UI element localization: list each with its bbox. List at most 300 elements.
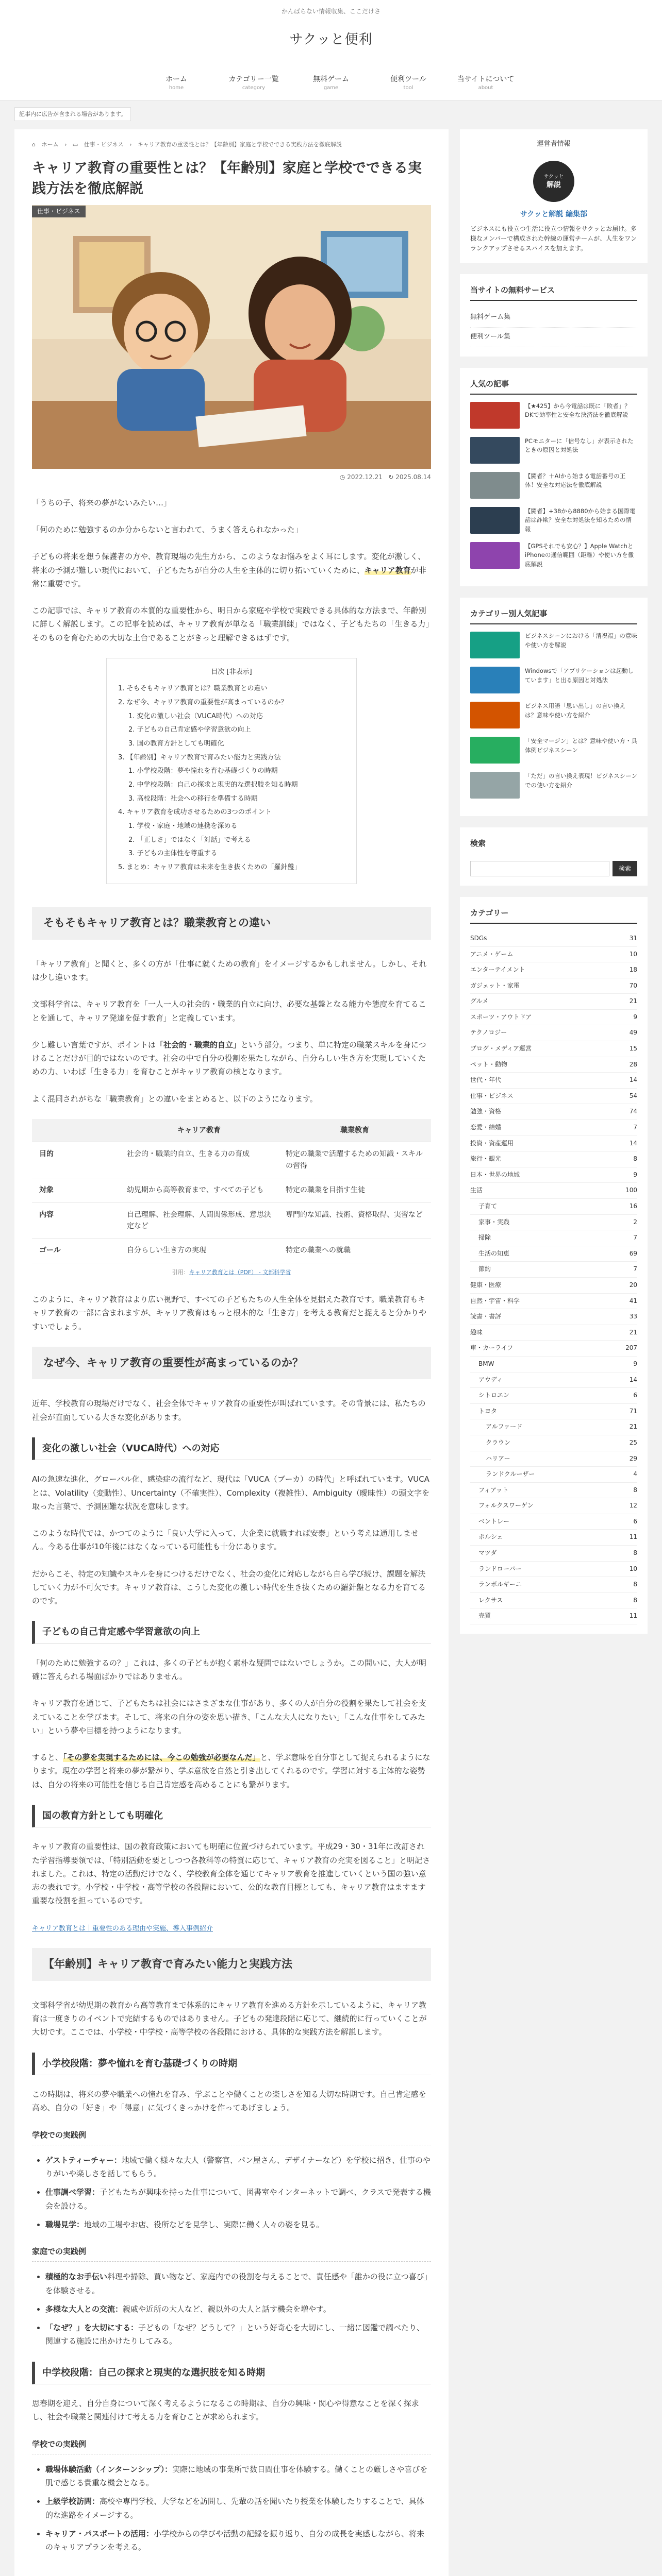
category-count: 21 [629,997,637,1005]
nav-sublabel: category [242,85,266,91]
ad-notice: 記事内に広告が含まれる場合があります。 [14,107,131,121]
category-name: ランドローバー [478,1565,522,1572]
toc-item[interactable]: 5. まとめ：キャリア教育は未来を生き抜くための「羅針盤」 [118,863,301,871]
ranking-item[interactable] [470,702,637,728]
ranking-item[interactable] [470,472,637,499]
category-count: 2 [633,1218,637,1226]
posted-icon: ◷ [339,473,345,481]
minor-heading: 学校での実践例 [32,2128,431,2145]
ranking-title: Windowsで「アプリケーションは起動しています」と出る原因と対処法 [525,667,634,684]
category-item[interactable] [470,1215,637,1231]
nav-sublabel: about [478,85,493,91]
category-name: 仕事・ビジネス [470,1092,514,1099]
toc-item[interactable]: 3. 【年齢別】キャリア教育で育みたい能力と実践方法 [118,753,281,761]
category-name: マツダ [478,1549,497,1557]
list-item-label: ゲストティーチャー： [45,2155,122,2165]
category-name: トヨタ [478,1407,498,1415]
category-name: アウディ [478,1376,503,1383]
category-count: 207 [625,1344,637,1352]
table-header [32,1119,120,1142]
ranking-title: 【GPSそれでも安心？】Apple Watchと iPhoneの通信範囲（距離）や使い方を徹底解説 [525,543,634,568]
category-count: 18 [629,966,637,974]
table-cell: 内容 [32,1202,120,1239]
paragraph: 文部科学省は、キャリア教育を「一人一人の社会的・職業的自立に向け、必要な基盤となる能力や態度を育てることを通して、キャリア発達を促す教育」と定義しています。 [32,999,426,1023]
category-name: ベントレー [478,1517,510,1525]
categories-title: カテゴリー [470,906,637,924]
category-item[interactable] [470,1419,637,1435]
category-name: レクサス [478,1596,503,1604]
admin-title: 運営者情報 [537,140,571,148]
toc-item[interactable]: 3. 子どもの主体性を尊重する [128,850,218,858]
nav-label: 無料ゲーム [313,75,349,83]
category-count: 100 [625,1187,637,1194]
ranking-title: 「ただ」の言い換え表現！ビジネスシーンでの使い方を紹介 [525,772,637,789]
services-title: 当サイトの無料サービス [470,283,637,301]
nav-item-home[interactable] [138,70,215,100]
category-item[interactable] [470,1357,637,1372]
category-count: 20 [629,1281,637,1289]
ranking-item[interactable] [470,542,637,569]
category-item[interactable] [470,1483,637,1499]
ranking-item[interactable] [470,667,637,693]
category-name: スポーツ・アウトドア [470,1013,532,1021]
category-item[interactable] [470,1199,637,1215]
category-item[interactable] [470,1593,637,1609]
ranking-item[interactable] [470,402,637,429]
category-item[interactable] [470,1325,637,1341]
category-item[interactable] [470,1498,637,1514]
category-count: 7 [633,1265,637,1273]
category-count: 12 [629,1502,637,1510]
category-name: ガジェット・家電 [470,981,520,989]
category-name: BMW [478,1360,494,1367]
ranking-title: PCモニターに「信号なし」が表示されたときの原因と対処法 [525,437,634,454]
category-item[interactable] [470,1514,637,1530]
global-nav [0,70,662,101]
category-item[interactable] [470,1183,637,1199]
posted-date: 2022.12.21 [347,473,383,481]
comparison-table [32,1119,431,1263]
category-name: ペット・動物 [470,1060,508,1068]
list-item [45,2463,431,2490]
list-item [45,2302,431,2316]
table-cell: 幼児期から高等教育まで、すべての子ども [120,1178,278,1202]
subheading: 国の教育方針としても明確化 [32,1805,431,1828]
ranking-thumbnail [470,507,520,534]
category-item[interactable] [470,1120,637,1136]
category-item[interactable] [470,1294,637,1310]
list-item-text: 子どもの「なぜ？どうして？」という好奇心を大切にし、一緒に図鑑で調べたり、関連する施設に出かけたりしてみる。 [45,2323,425,2346]
category-name: 恋愛・結婚 [470,1124,502,1131]
service-link[interactable]: 無料ゲーム集 [470,308,637,328]
paragraph: AIの急速な進化、グローバル化、感染症の流行など、現代は「VUCA（ブーカ）の時代」と呼ばれています。VUCAとは、Volatility（変動性）、Uncertainty（不確実性）、Complexity（複雑性）、Ambiguity（曖昧性）の頭文字を取った言葉で、予測困難な状況を意味します。 [32,1475,430,1511]
paragraph: だからこそ、特定の知識やスキルを身につけるだけでなく、社会の変化に対応しながら自ら学び続け、課題を解決していく力が不可欠です。キャリア教育は、こうした変化の激しい時代を生き抜くための羅針盤となる力を育てるのです。 [32,1569,426,1606]
ranking-thumbnail [470,702,520,728]
nav-label: 便利ツール [390,75,426,83]
nav-label: カテゴリー一覧 [228,75,279,83]
paragraph: 「キャリア教育」と聞くと、多くの方が「仕事に就くための教育」をイメージするかもしれません。しかし、それは少し違います。 [32,959,427,982]
category-count: 9 [633,1171,637,1178]
category-name: シトロエン [478,1392,510,1399]
section-heading-2: なぜ今、キャリア教育の重要性が高まっているのか？ [32,1347,431,1380]
category-count: 11 [629,1533,637,1541]
site-tagline: かんばらない情報収集、ここだけさ [0,0,662,19]
subheading: 小学校段階：夢や憧れを育む基礎づくりの時期 [32,2053,431,2076]
paragraph: 「何のために勉強するの？」これは、多くの子どもが抱く素朴な疑問ではないでしょうか。この問いに、大人が明確に答えられる場面ばかりではありません。 [32,1658,427,1682]
ranking-title: 「安全マージン」とは？意味や使い方・具体例ビジネスシーン [525,737,637,754]
breadcrumb-current: キャリア教育の重要性とは？【年齢別】家庭と学校でできる実践方法を徹底解説 [137,141,342,148]
intro-line-1: 「うちの子、将来の夢がないみたい…」 [32,498,172,507]
category-count: 16 [629,1202,637,1210]
category-item[interactable] [470,1577,637,1593]
category-item[interactable] [470,962,637,978]
list-item-text: 子どもたちが興味を持った仕事について、図書室やインターネットで調べ、クラスで発表する機会を設ける。 [45,2188,431,2211]
category-count: 10 [629,950,637,958]
paragraph: よく混同されがちな「職業教育」との違いをまとめると、以下のようになります。 [32,1094,318,1104]
category-count: 33 [629,1313,637,1320]
category-item[interactable] [470,1230,637,1246]
article-main [14,129,449,2576]
table-cell: 自己理解、社会理解、人間関係形成、意思決定など [120,1202,278,1239]
table-row [32,1202,431,1239]
category-name: 趣味 [470,1328,483,1336]
list-item-text: 小学校からの学びや活動の記録を振り返り、自分の成長を実感しながら、将来のキャリアプランを考える。 [45,2529,425,2552]
paragraph: この時期は、将来の夢や職業への憧れを育み、学ぶことや働くことの楽しさを知る大切な時期です。自己肯定感を高め、自分の「好き」や「得意」に気づくきっかけを作ってあげましょう。 [32,2090,426,2113]
category-count: 6 [633,1392,637,1399]
ranking-thumbnail [470,667,520,693]
category-count: 14 [629,1076,637,1084]
category-name: 読書・書評 [470,1313,502,1320]
category-count: 4 [633,1470,637,1478]
list-item-label: 上級学校訪問： [45,2497,100,2506]
list-item-label: キャリア・パスポートの活用： [45,2529,154,2538]
toc-item[interactable]: 2. なぜ今、キャリア教育の重要性が高まっているのか？ [118,699,288,707]
category-item[interactable] [470,1041,637,1057]
category-name: 健康・医療 [470,1281,502,1289]
list-item-text: 実際に地域の事業所で数日間仕事を体験する。働くことの厳しさや喜びを肌で感じる貴重な機会となる。 [45,2464,428,2488]
category-item[interactable] [470,1388,637,1404]
ranking-thumbnail [470,402,520,429]
category-item[interactable] [470,1341,637,1357]
related-link[interactable]: キャリア教育とは｜重要性のある理由や実施、導入事例紹介 [32,1924,213,1933]
category-name: 車・カーライフ [470,1344,514,1352]
table-cell: 専門的な知識、技術、資格取得、実習など [278,1202,431,1239]
category-item[interactable] [470,1262,637,1278]
category-popular-title: カテゴリー別人気記事 [470,607,637,624]
category-name: ポルシェ [478,1533,503,1541]
category-name: エンターテイメント [470,966,525,974]
category-count: 8 [633,1549,637,1557]
toc-item[interactable]: 2. 「正しさ」ではなく「対話」で考える [128,836,251,844]
category-name: 生活の知恵 [478,1249,510,1257]
nav-item-about[interactable] [447,70,524,100]
category-count: 49 [629,1029,637,1037]
category-item[interactable] [470,1057,637,1073]
category-item[interactable] [470,1309,637,1325]
ranking-item[interactable] [470,632,637,658]
article-title: キャリア教育の重要性とは？【年齢別】家庭と学校でできる実践方法を徹底解説 [32,160,422,197]
toc-item[interactable]: 4. キャリア教育を成功させるための3つのポイント [118,808,272,817]
list-item [45,2495,431,2522]
category-item[interactable] [470,1010,637,1026]
nav-item-game[interactable] [292,70,370,100]
table-cell: ゴール [32,1239,120,1263]
nav-label: ホーム [166,75,187,83]
popular-title: 人気の記事 [470,377,637,395]
table-cell: 自分らしい生き方の実現 [120,1239,278,1263]
category-count: 8 [633,1581,637,1588]
category-item[interactable] [470,1167,637,1183]
updated-icon: ↻ [388,473,394,481]
list-item-label: 「なぜ？」を大切にする： [45,2323,139,2333]
list-item-label: 多様な大人との交流： [45,2304,123,2314]
category-item[interactable] [470,1435,637,1451]
ranking-thumbnail [470,437,520,464]
category-count: 11 [629,1612,637,1620]
category-item[interactable] [470,1530,637,1546]
category-name: グルメ [470,997,489,1005]
ranking-thumbnail [470,542,520,569]
admin-widget [460,129,648,263]
category-popular-widget [460,598,648,816]
ranking-thumbnail [470,737,520,764]
table-cell: 特定の職業への就職 [278,1239,431,1263]
search-widget [460,827,648,885]
search-button[interactable]: 検索 [613,861,637,876]
service-link[interactable]: 便利ツール集 [470,328,637,347]
ranking-title: ビジネス用語「思い出し」の言い換えは？意味や使い方を紹介 [525,702,626,719]
category-count: 7 [633,1234,637,1242]
category-count: 29 [629,1454,637,1462]
toc-item[interactable]: 1. 小学校段階：夢や憧れを育む基礎づくりの時期 [128,767,278,775]
category-count: 70 [629,981,637,989]
services-widget [460,274,648,357]
site-title[interactable]: サクッと便利 [0,19,662,70]
bullet-list [45,2463,431,2554]
ranking-title: 【★425】から今電話は既に「敗者」？DKで効率性と安全な決済法を徹底解説 [525,402,631,419]
category-name: 掃除 [478,1234,491,1242]
table-cell: 目的 [32,1142,120,1178]
category-item[interactable] [470,1151,637,1167]
category-item[interactable] [470,1372,637,1388]
ranking-item[interactable] [470,737,637,764]
intro-line-4: この記事では、キャリア教育の本質的な重要性から、明日から家庭や学校で実践できる具体的な方法まで、年齢別に詳しく解説します。この記事を読めば、キャリア教育が単なる「職業訓練」ではなく、子どもたちの「生きる力」そのものを育むための大切な土台であることがきっと理解できるはずです。 [32,606,430,642]
list-item-label: 仕事調べ学習： [45,2188,100,2197]
admin-avatar: サクッと 解説 [533,161,574,202]
category-name: フォルクスワーゲン [478,1502,534,1510]
category-count: 10 [629,1565,637,1572]
category-count: 41 [629,1297,637,1304]
category-name: アルファード [486,1423,523,1431]
ranking-title: 【闘者】+38から8880から始まる国際電話は詐欺？安全な対処法を知るための情報 [525,507,636,533]
category-count: 54 [629,1092,637,1099]
list-item [45,2154,431,2181]
category-name: テクノロジー [470,1029,507,1037]
subheading: 子どもの自己肯定感や学習意欲の向上 [32,1621,431,1644]
category-name: 子育て [478,1202,498,1210]
toc-title[interactable]: 目次 [非表示] [211,668,252,676]
eyecatch-image [32,205,431,469]
ranking-title: ビジネスシーンにおける「清祝福」の意味や使い方を解説 [525,632,637,649]
list-item-label: 積極的なお手伝い [45,2272,108,2282]
section-heading-1: そもそもキャリア教育とは？職業教育との違い [32,907,431,940]
list-item [45,2218,431,2231]
list-item [45,2270,431,2297]
toc-item[interactable]: 1. そもそもキャリア教育とは？職業教育との違い [118,685,268,693]
breadcrumb-category[interactable]: 仕事・ビジネス [84,141,124,148]
category-count: 9 [633,1360,637,1367]
breadcrumb: ⌂ ホーム › ▭ 仕事・ビジネス › キャリア教育の重要性とは？【年齢別】家庭と学校でできる実践方法を徹底解説 [32,141,342,148]
table-source: 引用：キャリア教育とは（PDF） - 文部科学省 [172,1268,291,1276]
toc-item[interactable]: 3. 国の教育方針としても明確化 [128,740,224,748]
toc-item[interactable]: 1. 学校・家庭・地域の連携を深める [128,822,238,830]
ranking-item[interactable] [470,437,637,464]
intro-line-2: 「何のために勉強するのか分からないと言われて、うまく答えられなかった」 [32,525,303,535]
paragraph: すると、「その夢を実現するためには、今この勉強が必要なんだ」と、学ぶ意味を自分事として捉えられるようになります。現在の学習と将来の夢が繋がり、学ぶ意欲を自然と引き出してくれるのです。学習に対する主体的な姿勢は、自分の将来の可能性を信じる自己肯定感を高めることにも繋がります。 [32,1753,431,1789]
category-name: 世代・年代 [470,1076,502,1084]
admin-description: ビジネスにも役立つ生活に役立つ情報をサクッとお届け。多様なメンバーで構成された幹線の運営チームが、人生をワンランクアップさせるスパイスを加えます。 [470,225,637,252]
paragraph: このような時代では、かつてのように「良い大学に入って、大企業に就職すれば安泰」という考えは通用しません。今ある仕事が10年後にはなくなっている可能性も十分にあります。 [32,1529,419,1552]
nav-sublabel: game [323,85,339,91]
category-count: 69 [629,1249,637,1257]
category-item[interactable] [470,931,637,947]
ranking-thumbnail [470,472,520,499]
article-dates [32,472,431,483]
ranking-item[interactable] [470,772,637,799]
category-name: 旅行・観光 [470,1155,502,1163]
nav-item-tool[interactable] [370,70,447,100]
nav-sublabel: home [169,85,184,91]
category-item[interactable] [470,1073,637,1089]
category-count: 15 [629,1045,637,1053]
category-item[interactable] [470,1025,637,1041]
list-item-text: 地域の工場やお店、役所などを見学し、実際に働く人々の姿を見る。 [84,2219,324,2229]
category-item[interactable] [470,1467,637,1483]
category-name: ランドクルーザー [486,1470,535,1478]
minor-heading: 家庭での実践例 [32,2245,431,2262]
category-name: ハリアー [486,1454,510,1462]
list-item-text: 地域で働く様々な大人（警察官、パン屋さん、デザイナーなど）を学校に招き、仕事のやりがいや楽しさを話してもらう。 [45,2155,431,2179]
sidebar [460,129,648,1645]
admin-name[interactable]: サクッと解説 編集部 [520,210,588,219]
category-name: 家事・実践 [478,1218,510,1226]
category-item[interactable] [470,1104,637,1120]
category-count: 31 [629,934,637,942]
category-name: ランボルギーニ [478,1581,522,1588]
search-input[interactable] [470,861,609,876]
categories-widget [460,897,648,1634]
table-cell: 特定の職業を目指す生徒 [278,1178,431,1202]
table-header: 職業教育 [278,1119,431,1142]
paragraph: 少し難しい言葉ですが、ポイントは「社会的・職業的自立」という部分。つまり、単に特定の職業スキルを身につけることだけが目的ではないのです。社会の中で自分の役割を果たしながら、自分らしい生き方を実現していくための力、いわば「生きる力」を育むことがキャリア教育の核となります。 [32,1040,426,1077]
category-item[interactable] [470,978,637,994]
nav-item-category[interactable] [215,70,292,100]
category-count: 9 [633,1013,637,1021]
nav-label: 当サイトについて [457,75,515,83]
category-item[interactable] [470,1546,637,1562]
category-count: 8 [633,1486,637,1494]
paragraph: 近年、学校教育の現場だけでなく、社会全体でキャリア教育の重要性が叫ばれています。その背景には、私たちの社会が直面している大きな変化があります。 [32,1399,426,1422]
category-count: 8 [633,1596,637,1604]
category-name: 日本・世界の地域 [470,1171,520,1178]
toc-item[interactable]: 3. 高校段階：社会への移行を準備する時期 [128,794,258,803]
category-count: 8 [633,1155,637,1163]
ranking-item[interactable] [470,507,637,534]
category-name: アニメ・ゲーム [470,950,514,958]
category-name: 投資・資産運用 [470,1139,514,1147]
category-item[interactable] [470,947,637,963]
toc-item[interactable]: 2. 中学校段階：自己の探求と現実的な選択肢を知る時期 [128,781,298,789]
toc-item[interactable]: 1. 変化の激しい社会（VUCA時代）への対応 [128,712,263,720]
minor-heading: 学校での実践例 [32,2437,431,2454]
updated-date: 2025.08.14 [395,473,431,481]
category-name: 売買 [478,1612,491,1620]
ranking-title: 【闘者？＋AIから始まる電話番号の正体！安全な対応法を徹底解説 [525,472,626,489]
paragraph: キャリア教育を通じて、子どもたちは社会にはさまざまな仕事があり、多くの人が自分の役割を果たして社会を支えていることを学びます。そして、将来の自分の姿を思い描き、「こんな大人になりたい」「こんな仕事をしてみたい」という夢や目標を持つようになります。 [32,1699,426,1735]
list-item [45,2527,431,2554]
category-count: 14 [629,1376,637,1383]
breadcrumb-home-icon: ⌂ [32,141,36,148]
category-count: 21 [629,1328,637,1336]
paragraph: 文部科学省が幼児期の教育から高等教育まで体系的にキャリア教育を進める方針を示しているように、キャリア教育は一度きりのイベントで完結するものではありません。子どもの発達段階に応じて、継続的に行っていくことが大切です。ここでは、小学校・中学校・高等学校の各段階における、具体的な実践方法を解説します。 [32,2000,427,2037]
ranking-thumbnail [470,772,520,799]
category-item[interactable] [470,1608,637,1624]
bullet-list [45,2154,431,2231]
bullet-list [45,2270,431,2348]
category-name: 節約 [478,1265,491,1273]
list-item-text: 親戚や近所の大人など、親以外の大人と話す機会を増やす。 [123,2304,331,2314]
list-item-label: 職場見学： [45,2219,85,2229]
category-name: 自然・宇宙・科学 [470,1297,520,1304]
category-count: 28 [629,1060,637,1068]
list-item [45,2185,431,2213]
source-link[interactable]: キャリア教育とは（PDF） - 文部科学省 [189,1268,291,1276]
category-label[interactable]: 仕事・ビジネス [32,206,86,217]
category-count: 74 [629,1108,637,1115]
paragraph: 思春期を迎え、自分自身について深く考えるようになるこの時期は、自分の興味・関心や得意なことを深く探求し、社会や職業と関連付けて考える力を育むことが求められます。 [32,2399,419,2422]
paragraph: このように、キャリア教育はより広い視野で、すべての子どもたちの人生全体を見据えた教育です。職業教育もキャリア教育の一部に含まれますが、キャリア教育はもっと根本的な「生き方」を考える教育だと捉えると分かりやすいでしょう。 [32,1295,427,1331]
ranking-thumbnail [470,632,520,658]
category-count: 14 [629,1139,637,1147]
paragraph: キャリア教育の重要性は、国の教育政策においても明確に位置づけられています。平成29・30・31年に改訂された学習指導要領では、「特別活動を要としつつ各教科等の特質に応じて、キャリア教育の充実を図ること」と明記されました。これは、特定の活動だけでなく、学校教育全体を通じてキャリア教育を推進していくという国の強い意志の表れです。小学校・中学校・高等学校の各段階において、公的な教育目標としても、キャリア教育はますます重要な役割を担っているのです。 [32,1842,431,1906]
category-item[interactable] [470,1278,637,1294]
category-item[interactable] [470,994,637,1010]
table-row [32,1178,431,1202]
folder-icon: ▭ [72,141,78,148]
category-name: 勉強・資格 [470,1108,502,1115]
intro-line-3: 子どもの将来を想う保護者の方や、教育現場の先生方から、このようなお悩みをよく耳にします。変化が激しく、将来の予測が難しい現代において、子どもたちが自分の人生を主体的に切り拓いていくために、キャリア教育が非常に重要です。 [32,552,426,588]
category-item[interactable] [470,1136,637,1152]
toc-item[interactable]: 2. 子どもの自己肯定感や学習意欲の向上 [128,726,251,734]
category-item[interactable] [470,1562,637,1578]
category-item[interactable] [470,1246,637,1262]
category-count: 7 [633,1124,637,1131]
table-row [32,1142,431,1178]
category-name: フィアット [478,1486,509,1494]
category-item[interactable] [470,1089,637,1105]
breadcrumb-home[interactable]: ホーム [41,141,59,148]
table-row [32,1239,431,1263]
popular-widget [460,368,648,586]
category-item[interactable] [470,1451,637,1467]
category-name: SDGs [470,934,487,942]
category-item[interactable] [470,1404,637,1420]
table-header: キャリア教育 [120,1119,278,1142]
category-name: クラウン [486,1438,511,1446]
table-cell: 社会的・職業的自立、生きる力の育成 [120,1142,278,1178]
list-item [45,2321,431,2348]
category-name: 生活 [470,1187,483,1194]
